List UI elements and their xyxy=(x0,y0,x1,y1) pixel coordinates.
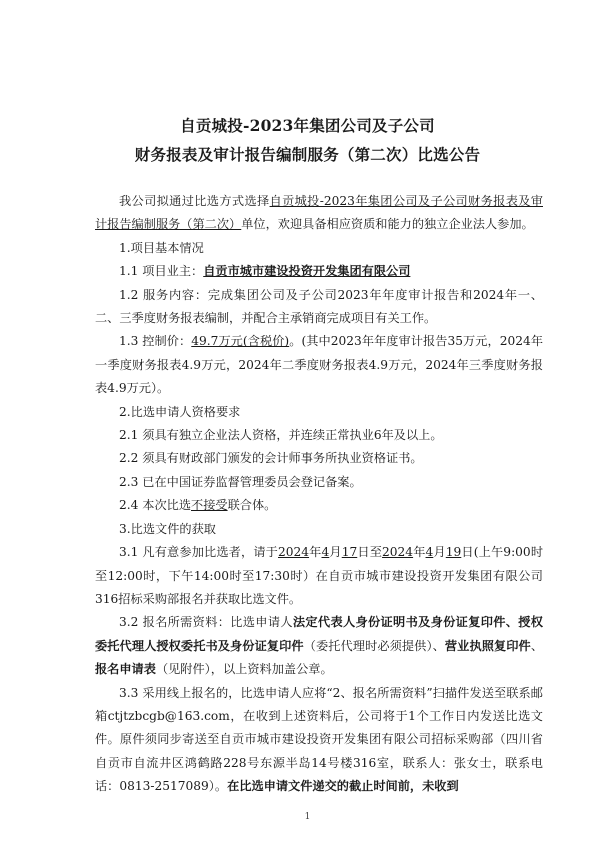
item-3-1 xyxy=(95,541,543,611)
item-2-4-a: 2.4 本次比选 xyxy=(119,498,192,513)
item-3-2-c: （委托代理时必须提供）、 xyxy=(303,638,445,653)
intro-text-end: 单位，欢迎具备相应资质和能力的独立企业法人参加。 xyxy=(241,217,534,232)
item-1-3-detail: 。(其中2023年年度审计报告35万元，2024年一季度财务报表4.9万元，2024年二季度财务报表4.9万元，2024年三季度财务报表4.9万元）。 xyxy=(95,334,544,396)
start-year-unit: 年 xyxy=(309,545,322,560)
item-3-3 xyxy=(95,682,543,799)
title-line-2: 财务报表及审计报告编制服务（第二次）比选公告 xyxy=(134,145,481,164)
document-body xyxy=(95,190,543,799)
section-3-heading: 3.比选文件的获取 xyxy=(119,521,216,536)
required-form: 报名申请表 xyxy=(95,662,156,677)
item-2-4-b: 联合体。 xyxy=(227,498,277,513)
item-1-1 xyxy=(95,260,543,283)
section-1-heading: 1.项目基本情况 xyxy=(119,240,204,255)
end-year: 2024 xyxy=(382,545,414,560)
item-3-2-g: （见附件），以上资料加盖公章。 xyxy=(155,662,333,677)
end-month: 4 xyxy=(425,545,434,560)
intro-paragraph xyxy=(95,190,543,237)
end-year-unit: 年 xyxy=(413,545,426,560)
item-2-3: 2.3 已在中国证券监督管理委员会登记备案。 xyxy=(119,474,362,489)
item-3-2 xyxy=(95,611,543,681)
title-line-1: 自贡城投-2023年集团公司及子公司 xyxy=(180,116,435,135)
item-2-4 xyxy=(95,494,543,517)
required-license: 营业执照复印件 xyxy=(444,638,531,653)
item-3-3-a: 3.3 采用线上报名的，比选申请人应将“2、报名所需资料”扫描件发送至联系邮箱ctjtzbcgb@163.com，在收到上述资料后，公司将于1个工作日内发送比选文件。原件须同步寄送至自贡市城市建设投资开发集团有限公司招标采购部（四川省自贡市自流井区鸿鹤路228号东源半岛14号楼316室，联系人：张女士，联系电话：0813-2517089）。 xyxy=(95,685,543,794)
control-price: 49.7万元(含税价) xyxy=(191,334,290,349)
consortium-rule: 不接受 xyxy=(191,498,228,513)
item-1-3 xyxy=(95,330,543,400)
project-owner: 自贡市城市建设投资开发集团有限公司 xyxy=(203,264,411,279)
item-1-2: 1.2 服务内容：完成集团公司及子公司2023年年度审计报告和2024年一、二、三季度财务报表编制，并配合主承销商完成项目有关工作。 xyxy=(95,287,543,326)
project-name: 自贡城投-2023年集团公司及子公司财务报表及审计报告编制服务（第二次） xyxy=(95,194,543,232)
item-3-2-a: 3.2 报名所需资料：比选申请人 xyxy=(119,615,293,630)
start-month-unit: 月 xyxy=(329,545,342,560)
start-year: 2024 xyxy=(278,545,310,560)
start-month: 4 xyxy=(321,545,330,560)
start-day: 17 xyxy=(341,545,358,560)
item-2-1: 2.1 须具有独立企业法人资格，并连续正常执业6年及以上。 xyxy=(119,428,443,443)
start-day-unit: 日至 xyxy=(357,545,383,560)
deadline-notice: 在比选申请文件递交的截止时间前，未收到 xyxy=(227,779,459,794)
item-3-1-b: 日(上午9:00时至12:00时，下午14:00时至17:30时）在自贡市城市建设投资开发集团有限公司316招标采购部报名并获取比选文件。 xyxy=(95,545,544,606)
page-number: 1 xyxy=(304,812,311,822)
item-2-2: 2.2 须具有财政部门颁发的会计师事务所执业资格证书。 xyxy=(119,451,423,466)
end-day: 19 xyxy=(445,545,462,560)
end-month-unit: 月 xyxy=(433,545,446,560)
required-id-docs: 法定代表人身份证明书及身份证复印件、授权委托代理人授权委托书及身份证复印件 xyxy=(95,615,543,653)
item-1-3-label: 1.3 控制价： xyxy=(119,334,192,349)
section-2-heading: 2.比选申请人资格要求 xyxy=(119,404,241,419)
item-3-2-e: 、 xyxy=(530,638,544,653)
item-3-1-a: 3.1 凡有意参加比选者，请于 xyxy=(119,545,278,560)
item-1-1-label: 1.1 项目业主： xyxy=(119,264,204,279)
intro-text: 我公司拟通过比选方式选择 xyxy=(119,194,270,208)
